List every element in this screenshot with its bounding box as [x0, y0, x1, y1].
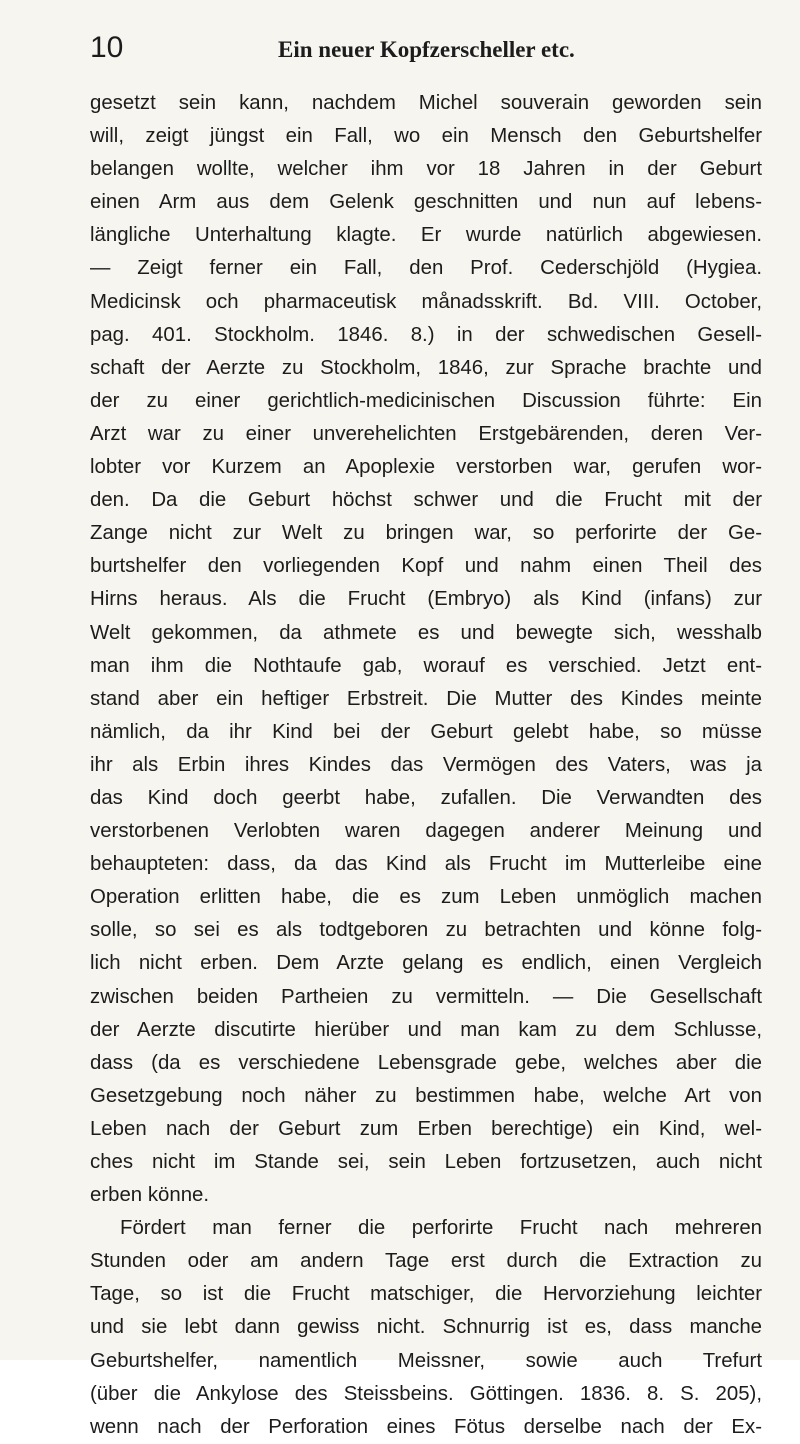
text-line: Welt gekommen, da athmete es und bewegte sich, wesshalb	[90, 621, 762, 644]
text-line: ches nicht im Stande sei, sein Leben fortzusetzen, auch nicht	[90, 1151, 762, 1173]
text-line: Zange nicht zur Welt zu bringen war, so perforirte der Ge-	[90, 522, 762, 545]
text-line: das Kind doch geerbt habe, zufallen. Die Verwandten des	[90, 786, 762, 809]
text-line: Arzt war zu einer unverehelichten Erstgebärenden, deren Ver-	[90, 422, 762, 445]
text-line: Hirns heraus. Als die Frucht (Embryo) als Kind (infans) zur	[90, 588, 762, 611]
text-line: will, zeigt jüngst ein Fall, wo ein Mensch den Geburtshelfer	[90, 125, 762, 148]
body-text	[90, 87, 762, 1444]
text-line: erben könne.	[90, 1184, 210, 1207]
text-line: Fördert man ferner die perforirte Frucht nach mehreren	[120, 1217, 762, 1240]
text-line: behaupteten: dass, da das Kind als Frucht im Mutterleibe eine	[90, 853, 762, 876]
text-line: lich nicht erben. Dem Arzte gelang es endlich, einen Vergleich	[90, 952, 762, 975]
text-line: wenn nach der Perforation eines Fötus derselbe nach der Ex-	[90, 1415, 762, 1438]
text-line: schaft der Aerzte zu Stockholm, 1846, zur Sprache brachte und	[90, 356, 762, 379]
text-line: ihr als Erbin ihres Kindes das Vermögen des Vaters, was ja	[90, 753, 762, 776]
text-line: der Aerzte discutirte hierüber und man kam zu dem Schlusse,	[90, 1018, 762, 1041]
text-line: solle, so sei es als todtgeboren zu betrachten und könne folg-	[90, 919, 762, 942]
text-line: lobter vor Kurzem an Apoplexie verstorben war, gerufen wor-	[90, 456, 762, 479]
text-line: und sie lebt dann gewiss nicht. Schnurrig ist es, dass manche	[90, 1316, 762, 1339]
text-line: nämlich, da ihr Kind bei der Geburt gelebt habe, so müsse	[90, 720, 762, 743]
text-line: Operation erlitten habe, die es zum Leben unmöglich machen	[90, 886, 762, 909]
page-header	[90, 30, 752, 70]
text-line: zwischen beiden Partheien zu vermitteln. — Die Gesellschaft	[90, 985, 762, 1008]
page-number: 10	[90, 31, 124, 64]
text-line: verstorbenen Verlobten waren dagegen anderer Meinung und	[90, 820, 762, 843]
text-line: pag. 401. Stockholm. 1846. 8.) in der schwedischen Gesell-	[90, 323, 762, 346]
text-line: — Zeigt ferner ein Fall, den Prof. Cederschjöld (Hygiea.	[90, 257, 762, 280]
text-line: (über die Ankylose des Steissbeins. Göttingen. 1836. 8. S. 205),	[90, 1382, 762, 1405]
text-line: Tage, so ist die Frucht matschiger, die Hervorziehung leichter	[90, 1283, 762, 1306]
text-line: dass (da es verschiedene Lebensgrade gebe, welches aber die	[90, 1051, 762, 1074]
text-line: stand aber ein heftiger Erbstreit. Die Mutter des Kindes meinte	[90, 687, 762, 710]
text-line: Stunden oder am andern Tage erst durch die Extraction zu	[90, 1250, 762, 1273]
text-line: Gesetzgebung noch näher zu bestimmen habe, welche Art von	[90, 1084, 762, 1107]
text-line: Medicinsk och pharmaceutisk månadsskrift. Bd. VIII. October,	[90, 290, 762, 313]
text-line: längliche Unterhaltung klagte. Er wurde natürlich abgewiesen.	[90, 224, 762, 247]
text-line: man ihm die Nothtaufe gab, worauf es verschied. Jetzt ent-	[90, 654, 762, 677]
text-line: Geburtshelfer, namentlich Meissner, sowie auch Trefurt	[90, 1349, 762, 1372]
text-line: burtshelfer den vorliegenden Kopf und nahm einen Theil des	[90, 555, 762, 578]
text-line: der zu einer gerichtlich-medicinischen Discussion führte: Ein	[90, 389, 762, 412]
text-line: einen Arm aus dem Gelenk geschnitten und nun auf lebens-	[90, 191, 762, 214]
running-head: Ein neuer Kopfzerscheller etc.	[278, 37, 575, 62]
text-line: den. Da die Geburt höchst schwer und die Frucht mit der	[90, 489, 762, 512]
text-line: gesetzt sein kann, nachdem Michel souverain geworden sein	[90, 92, 762, 114]
text-line: belangen wollte, welcher ihm vor 18 Jahren in der Geburt	[90, 158, 762, 181]
text-line: Leben nach der Geburt zum Erben berechtige) ein Kind, wel-	[90, 1117, 762, 1140]
